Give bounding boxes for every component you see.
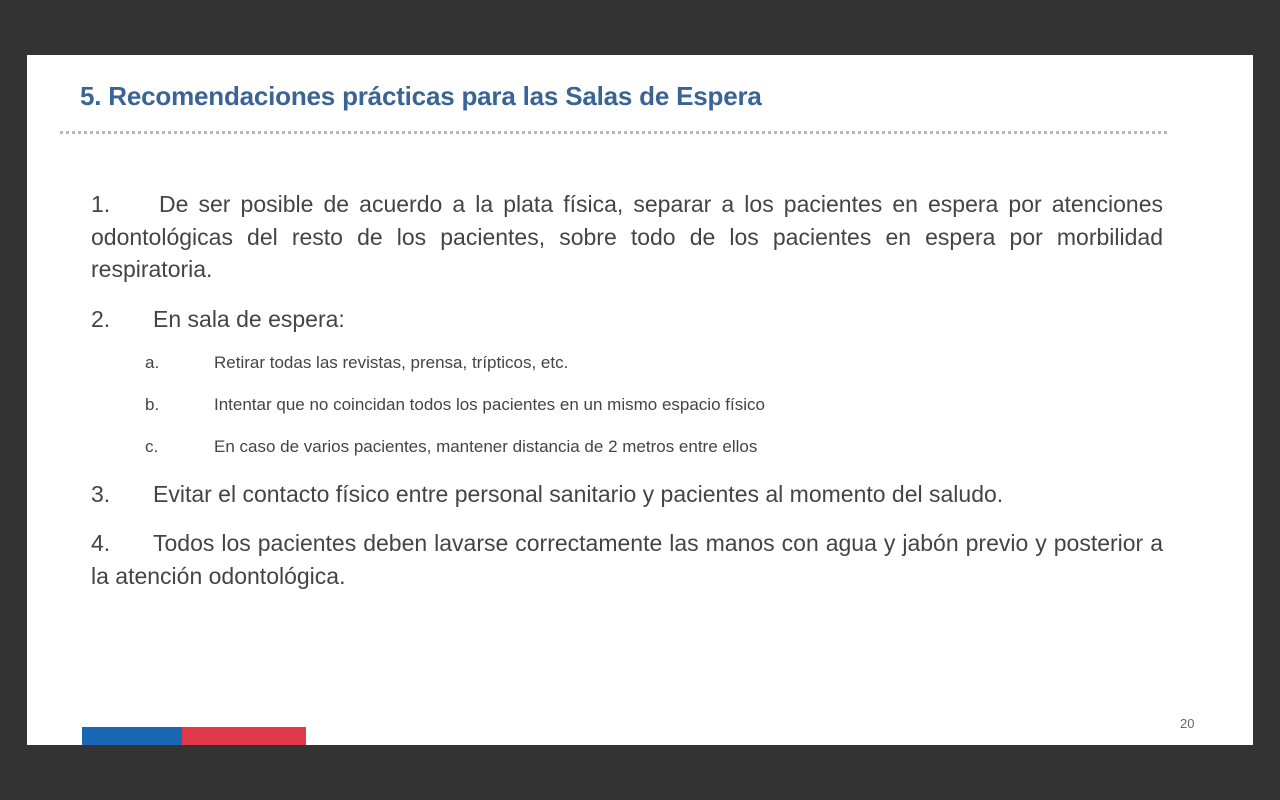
item-number: 4. [91,530,111,556]
list-item-1 [91,188,1163,286]
item-text: Evitar el contacto físico entre personal sanitario y pacientes al momento del saludo. [153,481,1004,507]
sub-item-c [145,437,757,457]
title-divider [60,131,1167,134]
sub-item-letter: b. [145,395,160,414]
sub-item-text: En caso de varios pacientes, mantener distancia de 2 metros entre ellos [214,437,758,456]
slide [27,55,1253,745]
list-item-3 [91,478,1163,511]
sub-item-b [145,395,765,415]
item-number: 3. [91,481,111,507]
item-number: 2. [91,306,111,332]
item-text: De ser posible de acuerdo a la plata física, separar a los pacientes en espera por atenciones odontológicas del resto de los pacientes, sobre todo de los pacientes en espera por morbilidad respiratoria. [91,191,1163,282]
page-number: 20 [1180,716,1195,731]
sub-item-a [145,353,568,373]
sub-item-letter: a. [145,353,160,372]
item-text: En sala de espera: [153,306,345,332]
item-text: Todos los pacientes deben lavarse correctamente las manos con agua y jabón previo y posterior a la atención odontológica. [91,530,1163,589]
list-item-2 [91,303,1163,336]
sub-item-text: Intentar que no coincidan todos los pacientes en un mismo espacio físico [214,395,765,414]
sub-item-text: Retirar todas las revistas, prensa, trípticos, etc. [214,353,569,372]
slide-title: 5. Recomendaciones prácticas para las Salas de Espera [80,81,762,111]
sub-item-letter: c. [145,437,159,456]
footer-red-bar [182,727,306,745]
list-item-4 [91,527,1163,592]
item-number: 1. [91,191,111,217]
footer-blue-bar [82,727,182,745]
